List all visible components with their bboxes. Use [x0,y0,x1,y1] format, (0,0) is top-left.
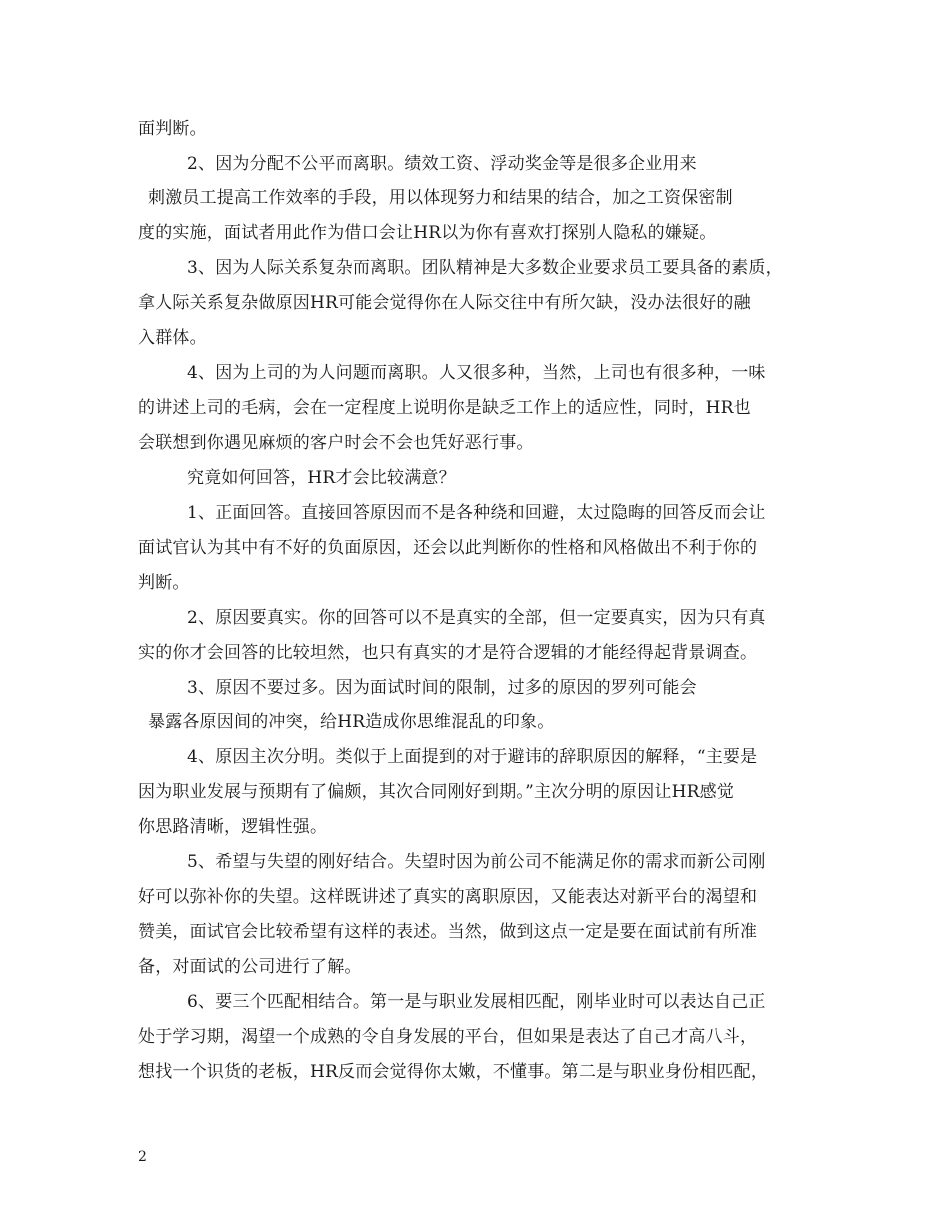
text-line: 赞美，面试官会比较希望有这样的表述。当然，做到这点一定是要在面试前有所准 [138,922,758,942]
text-line: 判断。 [138,573,190,593]
page-number: 2 [138,1149,147,1165]
text-line: 3、因为人际关系复杂而离职。团队精神是大多数企业要求员工要具备的素质， [187,258,783,278]
text-line: 入群体。 [138,328,207,348]
text-line: 因为职业发展与预期有了偏颇，其次合同刚好到期。”主次分明的原因让HR感觉 [138,782,735,802]
text-line: 拿人际关系复杂做原因HR可能会觉得你在人际交往中有所欠缺，没办法很好的融 [138,293,751,313]
text-line: 4、原因主次分明。类似于上面提到的对于避讳的辞职原因的解释，“主要是 [187,747,758,767]
text-line: 6、要三个匹配相结合。第一是与职业发展相匹配，刚毕业时可以表达自己正 [187,992,766,1012]
text-line: 1、正面回答。直接回答原因而不是各种绕和回避，太过隐晦的回答反而会让 [187,503,766,523]
text-line: 度的实施，面试者用此作为借口会让HR以为你有喜欢打探别人隐私的嫌疑。 [138,223,717,243]
text-line: 3、原因不要过多。因为面试时间的限制，过多的原因的罗列可能会 [187,678,697,698]
text-line: 想找一个识货的老板，HR反而会觉得你太嫩，不懂事。第二是与职业身份相匹配， [138,1062,769,1082]
text-line: 备，对面试的公司进行了解。 [138,957,362,977]
text-line: 好可以弥补你的失望。这样既讲述了真实的离职原因，又能表达对新平台的渴望和 [138,887,758,907]
text-line: 暴露各原因间的冲突，给HR造成你思维混乱的印象。 [148,712,555,732]
text-line: 的讲述上司的毛病，会在一定程度上说明你是缺乏工作上的适应性，同时，HR也 [138,398,751,418]
text-line: 2、因为分配不公平而离职。绩效工资、浮动奖金等是很多企业用来 [187,154,697,174]
text-line: 究竟如何回答，HR才会比较满意？ [187,468,456,488]
text-line: 实的你才会回答的比较坦然，也只有真实的才是符合逻辑的才能经得起背景调查。 [138,643,758,663]
text-line: 面判断。 [138,119,207,139]
text-line: 5、希望与失望的刚好结合。失望时因为前公司不能满足你的需求而新公司刚 [187,852,766,872]
text-line: 会联想到你遇见麻烦的客户时会不会也凭好恶行事。 [138,433,534,453]
text-line: 刺激员工提高工作效率的手段，用以体现努力和结果的结合，加之工资保密制 [148,188,733,208]
text-line: 你思路清晰，逻辑性强。 [138,817,328,837]
text-line: 2、原因要真实。你的回答可以不是真实的全部，但一定要真实，因为只有真 [187,608,766,628]
text-line: 4、因为上司的为人问题而离职。人又很多种，当然，上司也有很多种，一味 [187,363,766,383]
text-line: 面试官认为其中有不好的负面原因，还会以此判断你的性格和风格做出不利于你的 [138,538,758,558]
text-line: 处于学习期，渴望一个成熟的令自身发展的平台，但如果是表达了自己才高八斗， [138,1027,758,1047]
